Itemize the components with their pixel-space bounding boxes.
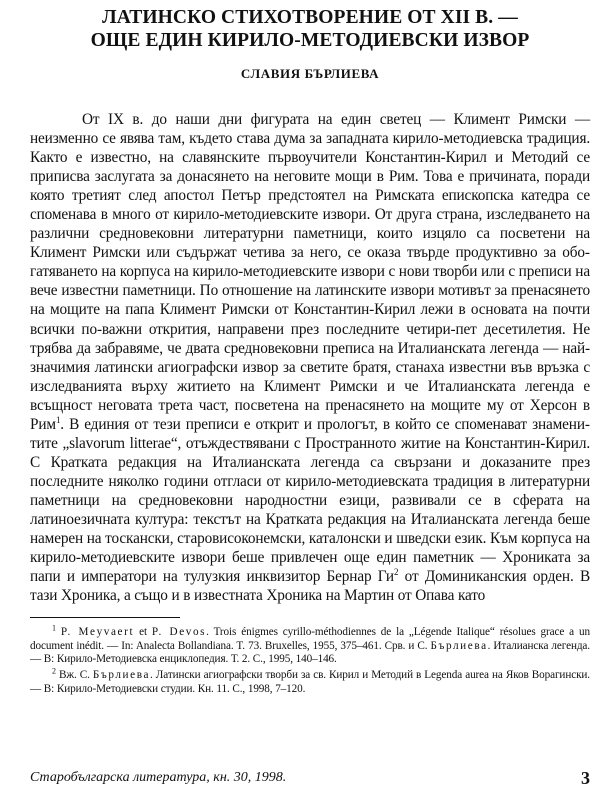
article-title: [30, 6, 590, 52]
footnote-divider: [30, 617, 180, 618]
footnote-1-text-2: . Италианска легенда. — В: Кирило-Методиевска енциклопедия. Т. 2. С., 1995, 140–146.: [30, 639, 590, 666]
footnote-2-mark: 2: [52, 666, 56, 676]
page-footer: [30, 770, 590, 792]
footnote-1-text: . Trois énigmes cyrillo-méthodiennes de la „Légende Italique“ résolues grace a un document inédit. — In: Analecta Bollandiana. T. 73. Bruxelles, 1955, 375–461. Срв. и С.: [30, 626, 590, 652]
footnote-1-author-1: P. Meyvaert: [60, 626, 135, 639]
title-line-1: ЛАТИНСКО СТИХОТВОРЕНИЕ ОТ XII В. —: [102, 7, 518, 28]
footnote-2-text: . Латински агиографски творби за св. Кирил и Методий в Legenda aurea на Яков Ворагински. — В: Кирило-Методиевски студии. Кн. 11. С., 1998, 7–120.: [30, 669, 590, 695]
title-line-2: ОЩЕ ЕДИН КИРИЛО-МЕТОДИЕВСКИ ИЗВОР: [90, 30, 530, 51]
footnote-1-author-2: P. Devos: [151, 626, 207, 639]
footnote-1-author-3: Бърлиева: [430, 639, 488, 652]
footnote-2-prefix: Вж. С.: [59, 669, 93, 681]
body-text-part-3: от Доминиканския орден. В тази Хроника, а също и в известната Хроника на Мартин от Опава като: [30, 568, 591, 605]
footnote-ref-1[interactable]: 1: [55, 414, 61, 425]
footnote-ref-2[interactable]: 2: [393, 567, 399, 578]
footnote-1-joiner: et: [134, 626, 152, 639]
page-number: 3: [581, 768, 590, 788]
body-text-part-1: От IX в. до наши дни фигурата на един светец — Климент Римски — неизменно се явява там, където става дума за западната кирило-методиевска традиция. Както е известно, на славянските първоучители Константин-Кирил и Методий се приписва заслугата за донасянето на неговите мощи в Рим. Това е причината, поради която третият след апостол Петър предстоятел на Римската епископска катедра се споменава в много от кирило-методиевските извори. От друга страна, изследването на различни средновековни литературни паметници, които изцяло са посветени на Климент Римски или съдържат четива за него, се оказа твърде продуктивно за обогатяването на корпуса на кирило-методиевските извори с нови творби или с преписи на вече известни паметници. По отношение на латинските извори мотивът за пренасянето на мощите на папа Климент Римски от Константин-Кирил лежи в основата на почти всички по-важни открития, направени през последните четири-пет десетилетия. Не трябва да забравяме, че двата средновековни преписа на Италианската легенда — най-значимия латински агиографски извор за светите братя, станаха известни във връзка с изследванията върху житието на Климент Римски и че Италианската легенда е всъщност неговата трета част, посветена на пренасянето на мощите му от Херсон в Рим: [30, 111, 590, 433]
article-page: [30, 6, 590, 698]
footnote-1-mark: 1: [52, 623, 56, 633]
body-text-part-2: . В единия от тези преписи е открит и прологът, в който се споменават знаменитите „slavorum litterae“, отъждествявани с Пространното житие на Константин-Кирил. С Кратката редакция на Италианската легенда са свързани и доказаните през последните няколко години отгласи от кирило-методиевската традиция в литературни паметници на средновековни народностни езици, развивали се в сферата на латиноезичната култура: текстът на Кратката редакция на Италианската легенда беше намерен на тоскански, старовисоконемски, каталонски и шведски език. Към корпуса на кирило-методиевските извори беше привлечен още един паметник — Хрониката за папи и императори на тулузкия инквизитор Бернар Ги: [30, 415, 590, 586]
footnote-2: [30, 666, 590, 696]
journal-citation: Старобългарска литература, кн. 30, 1998.: [30, 770, 287, 785]
article-author: СЛАВИЯ БЪРЛИЕВА: [240, 66, 380, 81]
body-paragraph: [30, 110, 590, 605]
footnote-2-author-1: Бърлиева: [92, 669, 151, 681]
footnote-1: [30, 623, 590, 667]
